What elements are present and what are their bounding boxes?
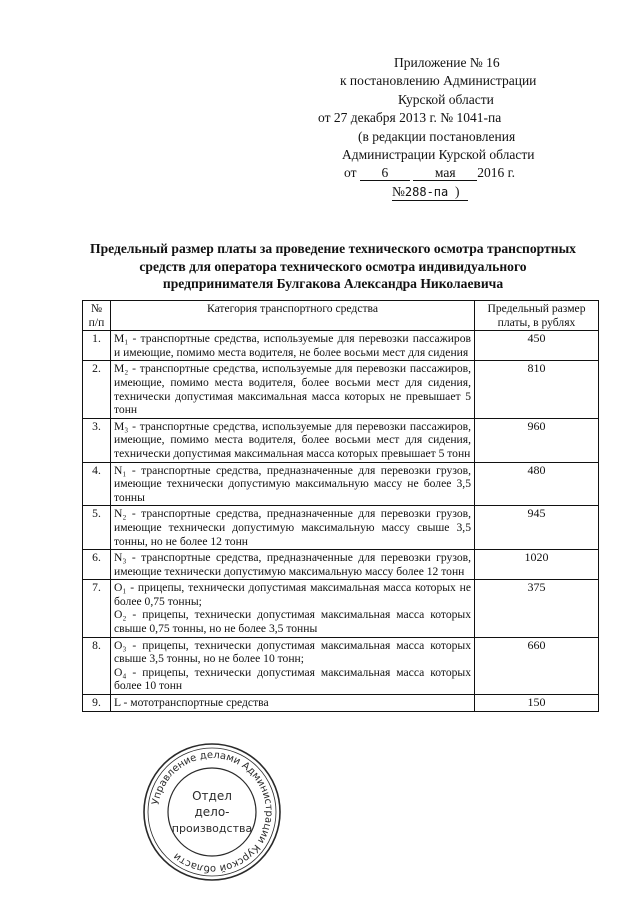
- date-day: 6: [360, 165, 410, 181]
- appendix-revision-note: (в редакции постановления: [358, 128, 516, 144]
- row-number: 3.: [83, 418, 111, 462]
- table-row: [83, 331, 599, 361]
- header-fee: Предельный размер платы, в рублях: [475, 301, 599, 331]
- table-row: [83, 506, 599, 550]
- appendix-resolution: к постановлению Администрации: [340, 73, 537, 89]
- number-prefix: №: [392, 183, 405, 199]
- row-category-part: O₃ - прицепы, технически допустимая максимальная масса которых свыше 3,5 тонны, но не более 10 тонн;: [114, 638, 471, 666]
- appendix-original-date: от 27 декабря 2013 г. № 1041-па: [318, 110, 502, 126]
- row-fee: 450: [475, 331, 599, 361]
- appendix-administration: Администрации Курской области: [342, 147, 535, 163]
- table-row: [83, 580, 599, 637]
- row-category: [111, 580, 475, 637]
- fee-table: [82, 300, 599, 712]
- table-row: [83, 637, 599, 694]
- stamp-line-3: производства: [171, 822, 253, 835]
- row-number: 6.: [83, 550, 111, 580]
- row-number: 9.: [83, 695, 111, 712]
- row-number: 2.: [83, 361, 111, 418]
- date-prefix: от: [344, 165, 357, 181]
- row-fee: 1020: [475, 550, 599, 580]
- number-value: 288-па: [404, 184, 449, 199]
- row-category-part: O₄ - прицепы, технически допустимая максимальная масса которых более 10 тонн: [114, 665, 471, 693]
- header-number: № п/п: [83, 301, 111, 331]
- appendix-region: Курской области: [398, 91, 494, 107]
- row-number: 8.: [83, 637, 111, 694]
- header-category: Категория транспортного средства: [111, 301, 475, 331]
- row-fee: 480: [475, 462, 599, 506]
- document-title: Предельный размер платы за проведение технического осмотра транспортных средств для оператора технического осмотра индивидуального предпринимателя Булгакова Александра Николаевича: [90, 241, 576, 291]
- appendix-revision-number: [318, 183, 558, 201]
- office-stamp: [140, 740, 284, 884]
- date-month: мая: [413, 165, 477, 181]
- row-fee: 660: [475, 637, 599, 694]
- appendix-revision-date: [318, 164, 558, 182]
- row-number: 5.: [83, 506, 111, 550]
- row-category-part: O₁ - прицепы, технически допустимая максимальная масса которых не более 0,75 тонны;: [114, 581, 471, 608]
- row-fee: 150: [475, 695, 599, 712]
- stamp-ring-text: Управление делами Администрации Курской области: [150, 749, 275, 875]
- row-fee: 810: [475, 361, 599, 418]
- row-category: N₃ - транспортные средства, предназначенные для перевозки грузов, имеющие технически допустимую максимальную массу более 12 тонн: [111, 550, 475, 580]
- table-row: [83, 418, 599, 462]
- row-category: L - мототранспортные средства: [111, 695, 475, 712]
- row-category: M₂ - транспортные средства, используемые для перевозки пассажиров, имеющие, помимо места водителя, более восьми мест для сидения, технически допустимая максимальная масса которых не превышает 5 тонн: [111, 361, 475, 418]
- row-fee: 960: [475, 418, 599, 462]
- appendix-block: [318, 54, 558, 201]
- number-suffix: ): [455, 183, 460, 199]
- row-category: M₁ - транспортные средства, используемые для перевозки пассажиров и имеющие, помимо места водителя, не более восьми мест для сидения: [111, 331, 475, 361]
- stamp-line-2: дело-: [194, 805, 230, 819]
- date-year: 2016 г.: [477, 165, 515, 181]
- table-row: [83, 361, 599, 418]
- appendix-number: Приложение № 16: [394, 55, 500, 70]
- stamp-line-1: Отдел: [192, 789, 232, 803]
- row-number: 1.: [83, 331, 111, 361]
- table-row: [83, 695, 599, 712]
- row-category: M₃ - транспортные средства, используемые для перевозки пассажиров, имеющие, помимо места водителя, более восьми мест для сидения, технически допустимая максимальная масса которых превышает 5 тонн: [111, 418, 475, 462]
- row-category: N₁ - транспортные средства, предназначенные для перевозки грузов, имеющие технически допустимую максимальную массу не более 3,5 тонны: [111, 462, 475, 506]
- row-number: 4.: [83, 462, 111, 506]
- row-number: 7.: [83, 580, 111, 637]
- table-row: [83, 550, 599, 580]
- row-category: [111, 637, 475, 694]
- row-category-part: O₂ - прицепы, технически допустимая максимальная масса которых свыше 0,75 тонны, но не более 3,5 тонны: [114, 608, 471, 636]
- row-fee: 945: [475, 506, 599, 550]
- row-fee: 375: [475, 580, 599, 637]
- table-row: [83, 462, 599, 506]
- table-header-row: [83, 301, 599, 331]
- row-category: N₂ - транспортные средства, предназначенные для перевозки грузов, имеющие технически допустимую максимальную массу свыше 3,5 тонны, но не более 12 тонн: [111, 506, 475, 550]
